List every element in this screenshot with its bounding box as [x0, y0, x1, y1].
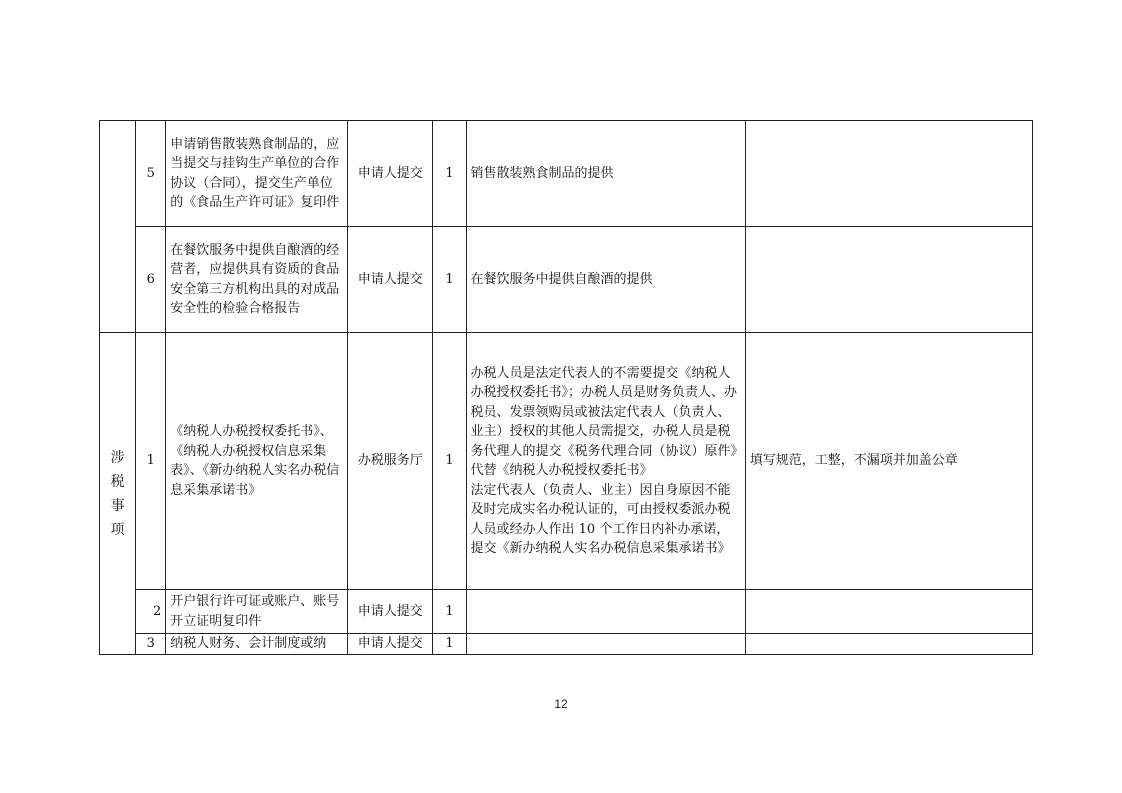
table-row: [100, 634, 1033, 655]
note-cell: 销售散装熟食制品的提供: [466, 121, 745, 227]
material-cell: 纳税人财务、会计制度或纳: [166, 634, 348, 655]
row-number: 6: [136, 227, 166, 333]
requirement-cell: [745, 227, 1032, 333]
note-paragraph: 办税人员是法定代表人的不需要提交《纳税人办税授权委托书》；办税人员是财务负责人、办税员、发票领购员或被法定代表人（负责人、业主）授权的其他人员需提交，办税人员是税务代理人的提交《税务代理合同（协议）原件》代替《纳税人办税授权委托书》: [470, 365, 738, 478]
materials-table: [99, 120, 1033, 655]
note-cell: [466, 590, 745, 634]
source-cell: 申请人提交: [348, 121, 433, 227]
requirement-cell: [745, 121, 1032, 227]
count-cell: 1: [433, 590, 466, 634]
material-cell: 《纳税人办税授权委托书》、《纳税人办税授权信息采集表》、《新办纳税人实名办税信息采集承诺书》: [166, 333, 348, 590]
category-cell: [100, 333, 136, 655]
row-number: 1: [136, 333, 166, 590]
category-cell: [100, 121, 136, 333]
table-row: [100, 121, 1033, 227]
source-cell: 办税服务厅: [348, 333, 433, 590]
count-cell: 1: [433, 634, 466, 655]
material-cell: 在餐饮服务中提供自酿酒的经营者，应提供具有资质的食品安全第三方机构出具的对成品安全性的检验合格报告: [166, 227, 348, 333]
table-row: [100, 590, 1033, 634]
requirement-cell: [745, 590, 1032, 634]
note-cell: [466, 634, 745, 655]
row-number: 2: [136, 590, 166, 634]
source-cell: 申请人提交: [348, 634, 433, 655]
material-cell: 申请销售散装熟食制品的，应当提交与挂钩生产单位的合作协议（合同），提交生产单位的《食品生产许可证》复印件: [166, 121, 348, 227]
source-cell: 申请人提交: [348, 227, 433, 333]
count-cell: 1: [433, 333, 466, 590]
row-number: 3: [136, 634, 166, 655]
requirement-cell: [745, 634, 1032, 655]
material-cell: 开户银行许可证或账户、账号开立证明复印件: [166, 590, 348, 634]
table-row: [100, 227, 1033, 333]
count-cell: 1: [433, 227, 466, 333]
count-cell: 1: [433, 121, 466, 227]
row-number: 5: [136, 121, 166, 227]
table-row: [100, 333, 1033, 590]
requirement-cell: 填写规范，工整，不漏项并加盖公章: [745, 333, 1032, 590]
category-label: 涉税事项: [110, 449, 125, 538]
note-cell: [466, 333, 745, 590]
note-paragraph: 法定代表人（负责人、业主）因自身原因不能及时完成实名办税认证的，可由授权委派办税人员或经办人作出 10 个工作日内补办承诺，提交《新办纳税人实名办税信息采集承诺书》: [470, 482, 731, 556]
page-number: 12: [554, 697, 568, 711]
note-cell: 在餐饮服务中提供自酿酒的提供: [466, 227, 745, 333]
source-cell: 申请人提交: [348, 590, 433, 634]
